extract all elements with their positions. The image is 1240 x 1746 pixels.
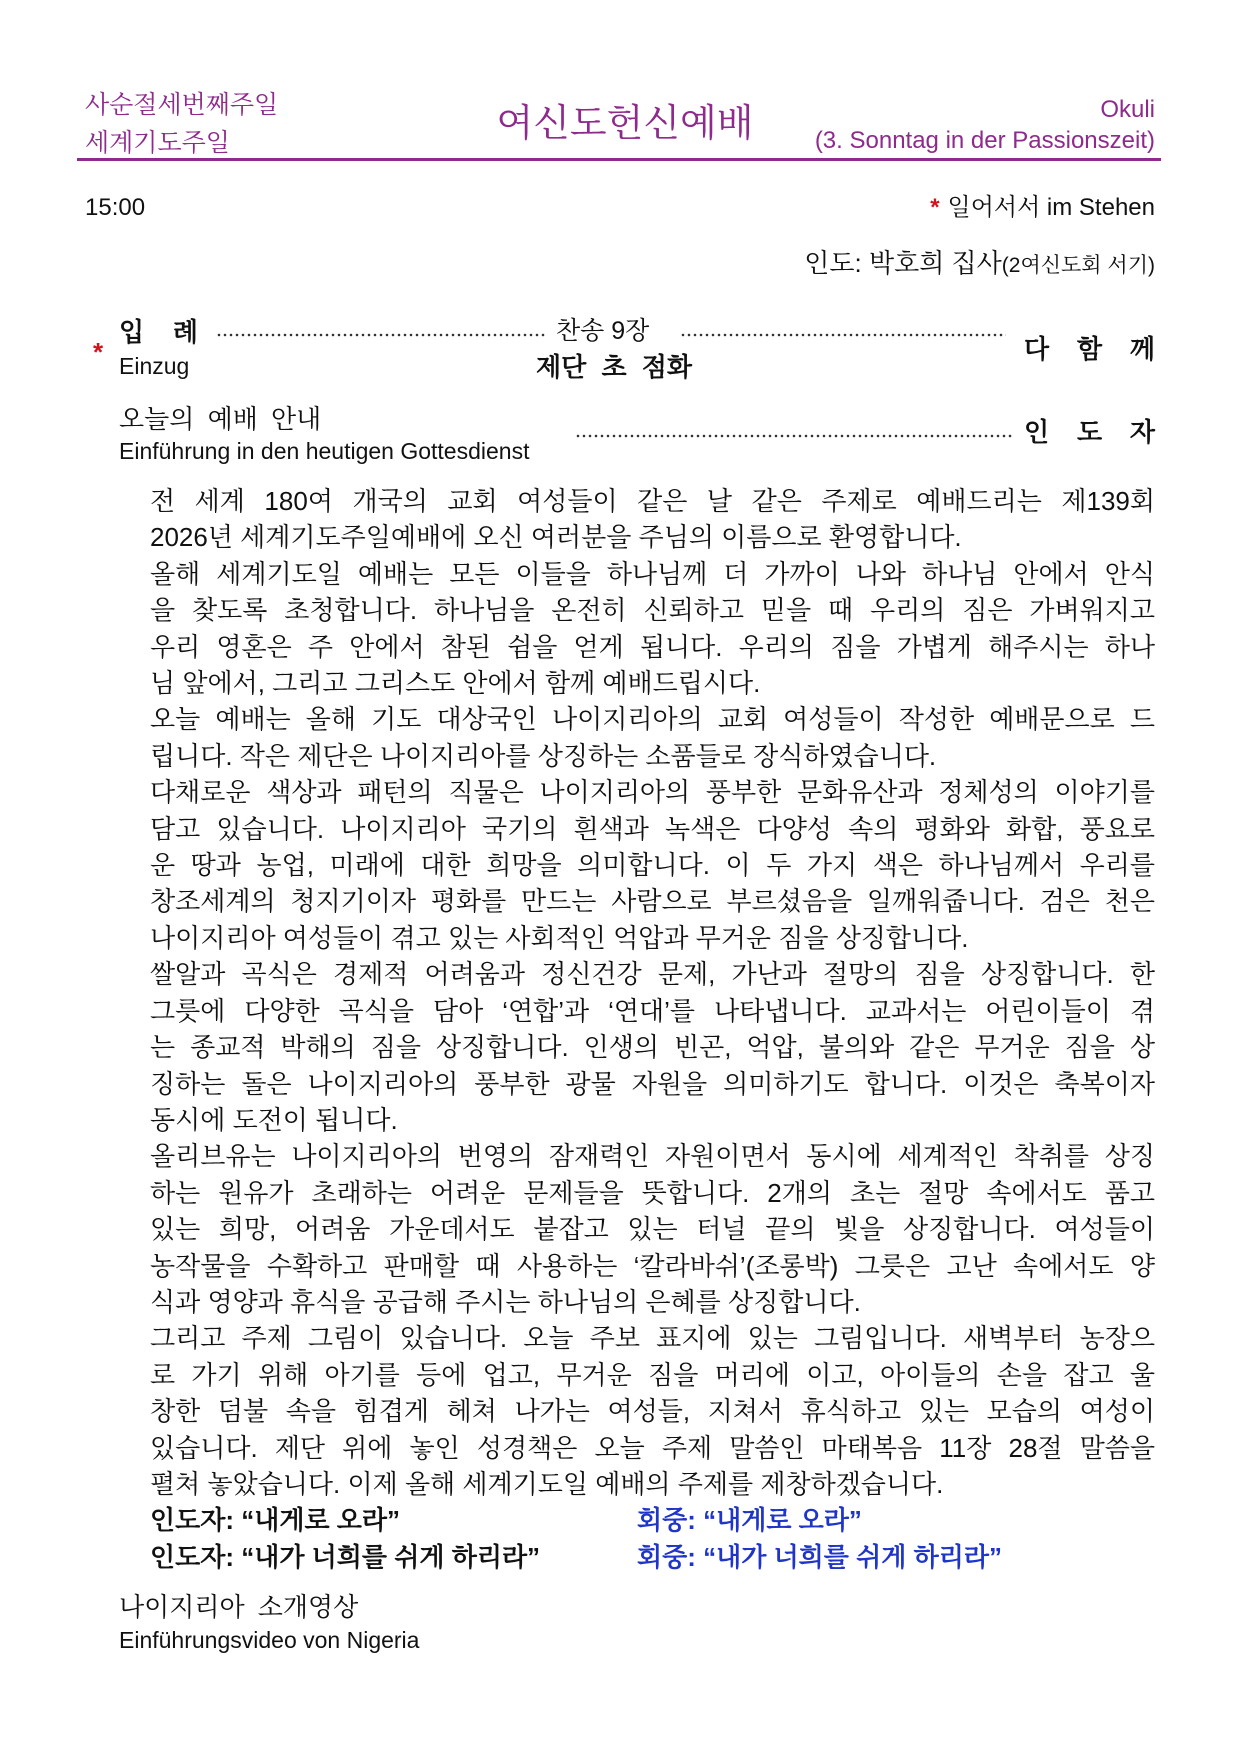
sunday-label: 세계기도주일 (85, 129, 230, 157)
guide-line: 하는 원유가 초래하는 어려운 문제들을 뜻합니다. 2개의 초는 절망 속에서도 품고 (150, 1177, 1155, 1208)
latin-sunday-subtitle: (3. Sonntag in der Passionszeit) (814, 127, 1155, 154)
guide-paragraph (150, 701, 1155, 774)
standing-note (930, 194, 1155, 222)
dotted-leader (680, 333, 1006, 337)
leader-response: 인도자: “내가 너희를 쉬게 하리라” (150, 1541, 541, 1572)
guide-line: 전 세계 180여 개국의 교회 여성들이 같은 날 같은 주제로 예배드리는 제139회 (150, 486, 1155, 516)
guide-line: 나이지리아 여성들이 겪고 있는 사회적인 억압과 무거운 짐을 상징합니다. (150, 922, 969, 953)
guide-line: 2026년 세계기도주일예배에 오신 여러분을 주님의 이름으로 환영합니다. (150, 522, 962, 553)
guide-line: 우리 영혼은 주 안에서 참된 쉼을 얻게 됩니다. 우리의 짐을 가볍게 해주시는 하나 (150, 631, 1155, 662)
guide-line: 식과 영양과 휴식을 공급해 주시는 하나님의 은혜를 상징합니다. (150, 1286, 861, 1317)
order-subtitle: Einzug (119, 353, 190, 379)
guide-line: 올리브유는 나이지리아의 번영의 잠재력인 자원이면서 동시에 세계적인 착취를 상징 (150, 1141, 1155, 1172)
guide-paragraph (150, 1138, 1155, 1320)
video-subtitle: Einführungsvideo von Nigeria (119, 1627, 420, 1653)
standing-note-text: 일어서서 im Stehen (947, 194, 1155, 221)
header-rule (77, 158, 1161, 161)
guide-line: 징하는 돌은 나이지리아의 풍부한 광물 자원을 의미하기도 합니다. 이것은 축복이자 (150, 1068, 1155, 1099)
guide-paragraph (150, 956, 1155, 1138)
order-title: 입 례 (119, 317, 198, 347)
standing-marker-icon: * (93, 337, 104, 367)
guide-line: 쌀알과 곡식은 경제적 어려움과 정신건강 문제, 가난과 절망의 짐을 상징합니다. 한 (150, 959, 1155, 990)
guide-paragraph (150, 556, 1155, 702)
leader-name: 인도: 박호희 집사 (804, 248, 1002, 278)
guide-line: 그릇에 다양한 곡식을 담아 ‘연합’과 ‘연대’를 나타냅니다. 교과서는 어린이들이 겪 (150, 995, 1155, 1026)
dotted-leader (575, 434, 1014, 438)
order-title: 오늘의 예배 안내 (119, 404, 322, 434)
guide-line: 동시에 도전이 됩니다. (150, 1104, 398, 1135)
guide-line: 운 땅과 농업, 미래에 대한 희망을 의미합니다. 이 두 가지 색은 하나님께서 우리를 (150, 850, 1156, 881)
latin-sunday-name: Okuli (1100, 96, 1155, 123)
guide-line: 는 종교적 박해의 짐을 상징합니다. 인생의 빈곤, 억압, 불의와 같은 무거운 짐을 상 (150, 1032, 1155, 1063)
guide-line: 있는 희망, 어려움 가운데서도 붙잡고 있는 터널 끝의 빛을 상징합니다. 여성들이 (150, 1214, 1155, 1245)
guide-line: 립니다. 작은 제단은 나이지리아를 상징하는 소품들로 장식하였습니다. (150, 740, 937, 771)
guide-line: 농작물을 수확하고 판매할 때 사용하는 ‘칼라바쉬’(조롱박) 그릇은 고난 속에서도 양 (150, 1250, 1155, 1281)
performer: 다 함 께 (1024, 334, 1155, 364)
response-row (150, 1502, 1155, 1538)
worship-guide-text (150, 483, 1155, 1575)
guide-line: 담고 있습니다. 나이지리아 국기의 흰색과 녹색은 다양성 속의 평화와 화합, 풍요로 (150, 813, 1155, 844)
guide-paragraph (150, 774, 1155, 956)
guide-paragraph (150, 483, 1155, 556)
guide-line: 펼쳐 놓았습니다. 이제 올해 세계기도일 예배의 주제를 제창하겠습니다. (150, 1468, 944, 1499)
altar-candle-lighting: 제단 초 점화 (535, 352, 693, 382)
guide-line: 그리고 주제 그림이 있습니다. 오늘 주보 표지에 있는 그림입니다. 새벽부터 농장으 (150, 1323, 1155, 1354)
hymn-number: 찬송 9장 (556, 317, 650, 345)
guide-line: 오늘 예배는 올해 기도 대상국인 나이지리아의 교회 여성들이 작성한 예배문으로 드 (150, 704, 1155, 735)
video-title: 나이지리아 소개영상 (119, 1592, 359, 1622)
service-title: 여신도헌신예배 (496, 103, 754, 145)
standing-marker-icon: * (930, 194, 940, 221)
guide-line: 로 가기 위해 아기를 등에 업고, 무거운 짐을 머리에 이고, 아이들의 손을 잡고 울 (150, 1359, 1155, 1390)
season-label: 사순절세번째주일 (85, 91, 279, 119)
leader-response: 인도자: “내게로 오라” (150, 1505, 401, 1536)
congregation-response: 회중: “내게로 오라” (637, 1505, 862, 1536)
performer: 인 도 자 (1024, 417, 1155, 447)
guide-line: 을 찾도록 초청합니다. 하나님을 온전히 신뢰하고 믿을 때 우리의 짐은 가벼워지고 (150, 595, 1155, 626)
guide-line: 창한 덤불 속을 힘겹게 헤쳐 나가는 여성들, 지쳐서 휴식하고 있는 모습의 여성이 (150, 1396, 1155, 1427)
guide-line: 님 앞에서, 그리고 그리스도 안에서 함께 예배드립시다. (150, 668, 761, 699)
guide-line: 다채로운 색상과 패턴의 직물은 나이지리아의 풍부한 문화유산과 정체성의 이야기를 (150, 777, 1155, 808)
guide-line: 올해 세계기도일 예배는 모든 이들을 하나님께 더 가까이 나와 하나님 안에서 안식 (150, 558, 1155, 589)
response-row (150, 1539, 1155, 1575)
guide-line: 창조세계의 청지기이자 평화를 만드는 사람으로 부르셨음을 일깨워줍니다. 검은 천은 (150, 886, 1155, 917)
leader-role: (2여신도회 서기) (1001, 254, 1155, 277)
leader-info (804, 247, 1155, 284)
dotted-leader (216, 333, 547, 337)
start-time: 15:00 (85, 194, 146, 221)
congregation-response: 회중: “내가 너희를 쉬게 하리라” (637, 1541, 1002, 1572)
guide-line: 있습니다. 제단 위에 놓인 성경책은 오늘 주제 말씀인 마태복음 11장 28절 말씀을 (150, 1432, 1155, 1463)
order-subtitle: Einführung in den heutigen Gottesdienst (119, 438, 530, 464)
guide-paragraph (150, 1320, 1155, 1502)
